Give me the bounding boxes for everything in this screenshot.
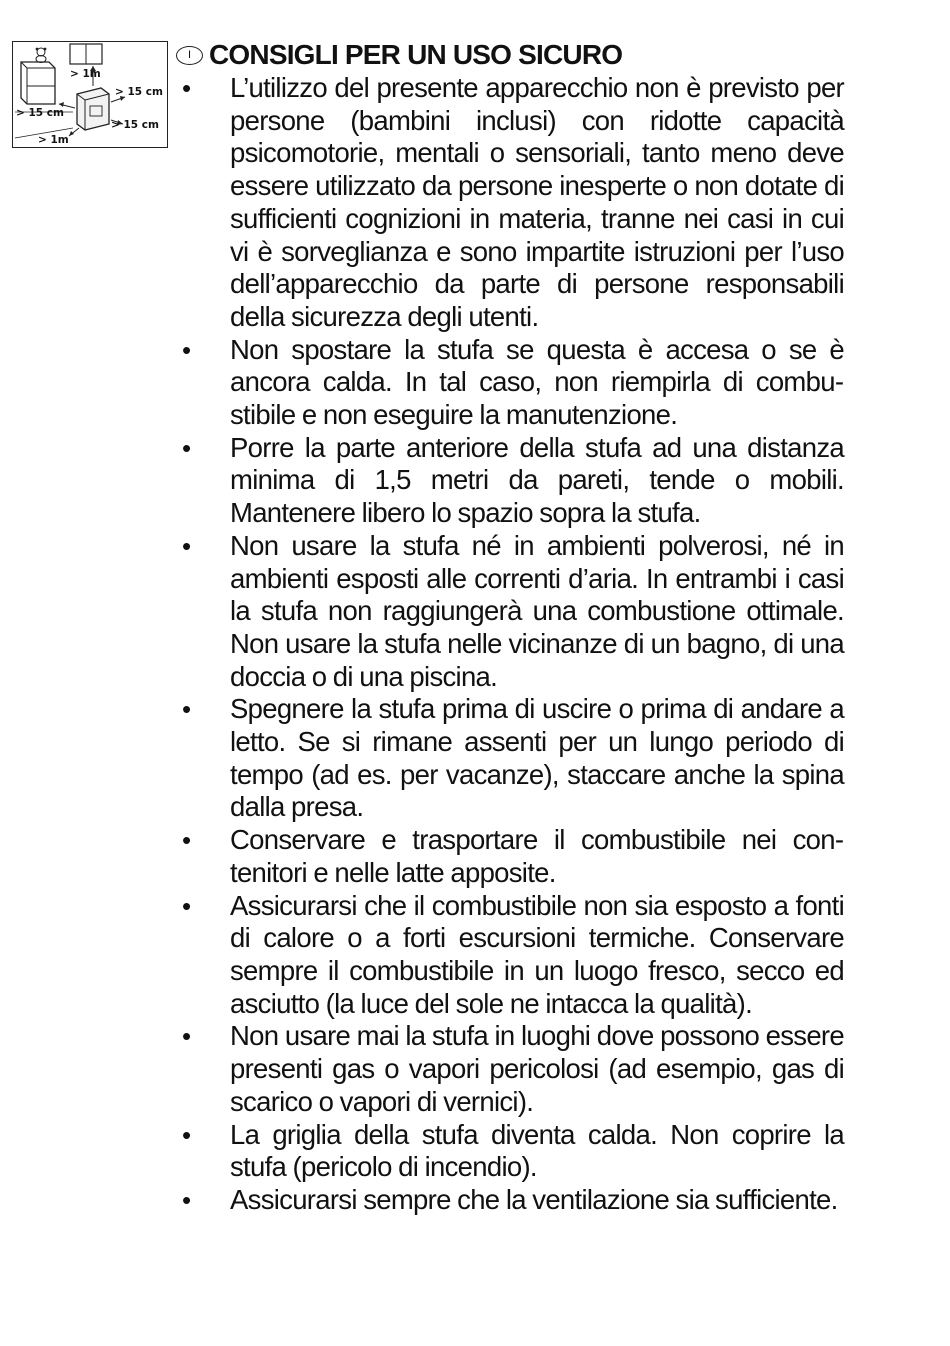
stove-clearance-diagram-icon xyxy=(13,42,166,146)
list-item xyxy=(176,334,844,432)
language-badge: I xyxy=(176,46,203,65)
bullet-icon: • xyxy=(182,432,191,463)
safety-rules-list xyxy=(176,72,844,1217)
list-item xyxy=(176,530,844,694)
bullet-icon: • xyxy=(182,694,191,725)
bullet-icon: • xyxy=(182,73,191,103)
section-title: CONSIGLI PER UN USO SICURO xyxy=(209,39,623,70)
list-item xyxy=(176,1119,844,1184)
list-item xyxy=(176,824,844,889)
list-item-text: La griglia della stufa diventa calda. Non coprire la stufa (pericolo di incendio). xyxy=(230,1118,844,1183)
bullet-icon: • xyxy=(182,530,191,561)
safety-section xyxy=(176,38,844,1217)
list-item xyxy=(176,1020,844,1118)
list-item-text: Assicurarsi sempre che la ventilazione sia sufficiente. xyxy=(230,1183,838,1215)
stove-clearance-figure xyxy=(12,41,168,148)
bullet-icon: • xyxy=(182,1184,191,1215)
list-item xyxy=(176,1184,844,1217)
list-item-text: Conservare e trasportare il combustibile nei contenitori e nelle latte apposite. xyxy=(230,824,844,888)
list-item-text: Porre la parte anteriore della stufa ad una distanza minima di 1,5 metri da pareti, tende o mobili. Mantenere libero lo spazio sopra la stufa. xyxy=(230,431,844,529)
bullet-icon: • xyxy=(182,1119,191,1150)
bullet-icon: • xyxy=(182,1021,191,1052)
list-item xyxy=(176,890,844,1021)
list-item-text: Spegnere la stufa prima di uscire o prima di andare a letto. Se si rimane assenti per un lungo periodo di tempo (ad es. per vacanze), staccare anche la spina dalla presa. xyxy=(230,693,844,823)
bullet-icon: • xyxy=(182,825,191,856)
list-item xyxy=(176,432,844,530)
clearance-label-right-lower: > 15 cm xyxy=(111,119,159,131)
section-heading xyxy=(176,38,844,72)
clearance-label-top: > 1m xyxy=(70,68,101,80)
bullet-icon: • xyxy=(182,334,191,365)
list-item-text: Non spostare la stufa se questa è accesa o se è ancora calda. In tal caso, non riempirla di combustibile e non eseguire la manutenzione. xyxy=(230,333,844,431)
clearance-label-bottom: > 1m xyxy=(38,134,69,146)
clearance-label-right-upper: > 15 cm xyxy=(115,86,163,98)
list-item-text: Non usare la stufa né in ambienti polverosi, né in ambienti esposti alle correnti d’aria. In entrambi i casi la stufa non raggiungerà una combustione ottimale. Non usare la stufa nelle vicinanze di un bagno, di una doccia o di una piscina. xyxy=(230,529,844,692)
bullet-icon: • xyxy=(182,890,191,921)
list-item-text: L’utilizzo del presente apparecchio non è previsto per persone (bambini inclusi) con ridotte capacità psicomotorie, mentali o sensoriali, tanto meno deve essere utilizzato da persone inesperte o non dotate di sufficienti cognizioni in materia, tranne nei casi in cui vi è sorveglianza e sono impartite istruzioni per l’uso dell’apparecchio da parte di persone responsabili della sicurezza degli utenti. xyxy=(230,72,844,332)
list-item xyxy=(176,72,844,334)
clearance-label-left: > 15 cm xyxy=(16,107,64,119)
list-item xyxy=(176,693,844,824)
list-item-text: Non usare mai la stufa in luoghi dove possono essere presenti gas o vapori pericolosi (ad esempio, gas di scarico o vapori di vernici). xyxy=(230,1020,844,1117)
list-item-text: Assicurarsi che il combustibile non sia esposto a fonti di calore o a forti escursioni termiche. Conservare sempre il combustibile in un luogo fresco, secco ed asciutto (la luce del sole ne intacca la qualità). xyxy=(230,889,844,1019)
